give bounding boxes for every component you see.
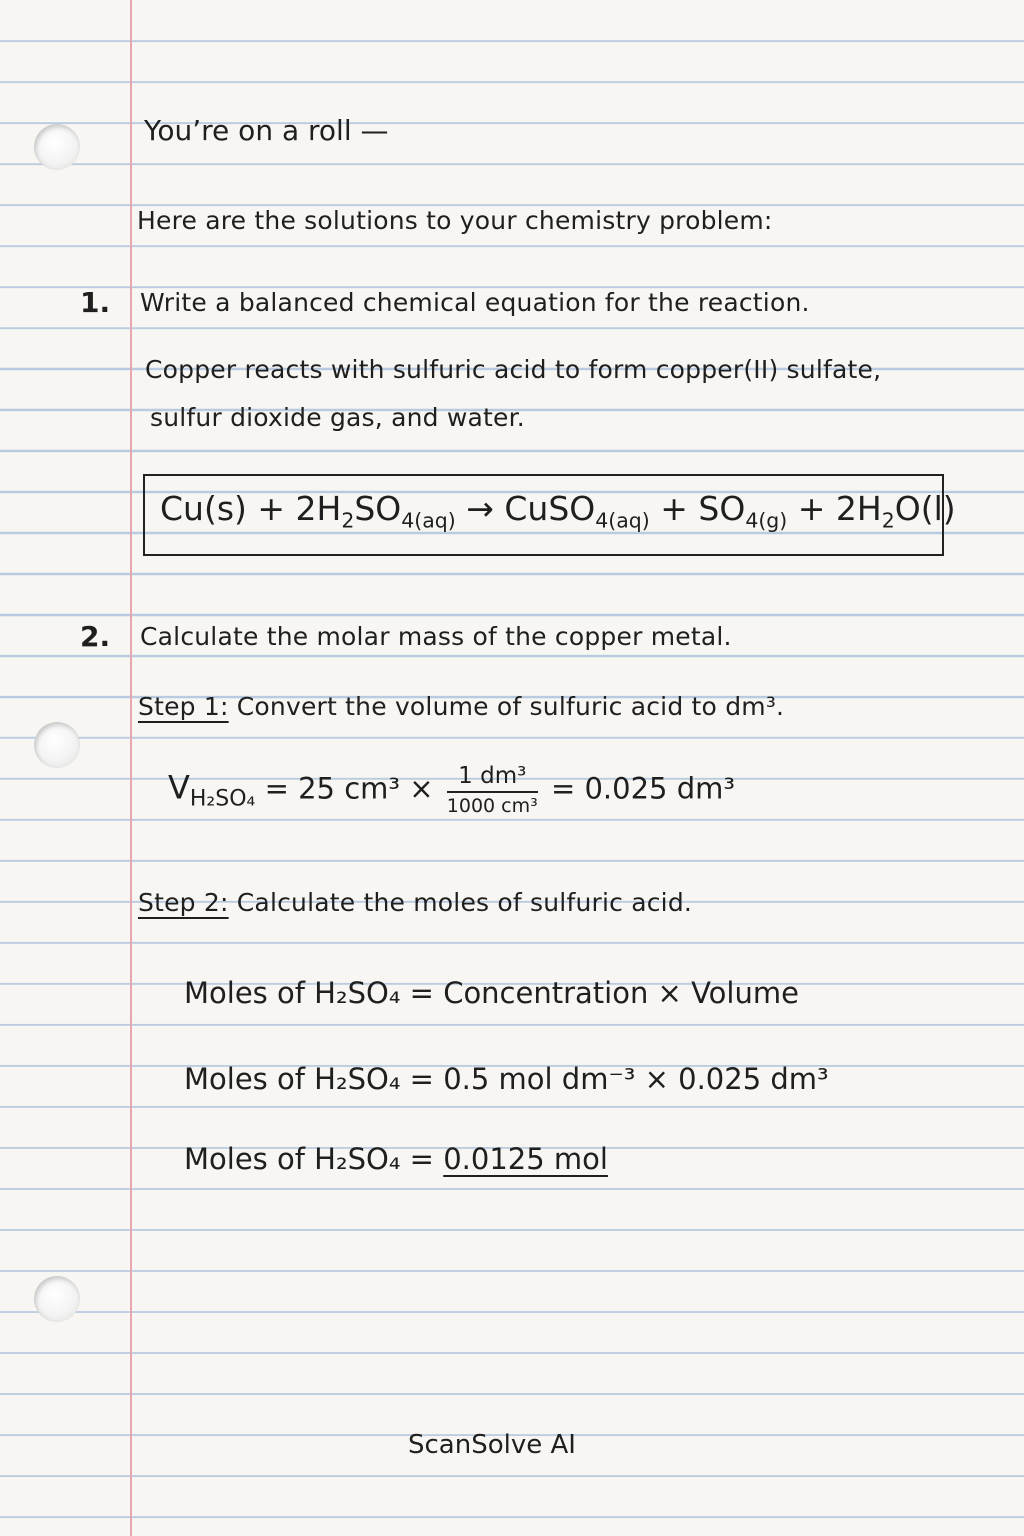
moles-line-1: Moles of H₂SO₄ = Concentration × Volume — [184, 976, 799, 1010]
step-text: Calculate the moles of sulfuric acid. — [236, 888, 693, 917]
step-2 — [138, 888, 692, 917]
punch-hole — [34, 124, 80, 170]
question-title: Write a balanced chemical equation for the reaction. — [140, 288, 810, 317]
question-title: Calculate the molar mass of the copper metal. — [140, 622, 732, 651]
question-number: 2. — [80, 620, 111, 653]
description-line: Copper reacts with sulfuric acid to form copper(II) sulfate, — [145, 355, 882, 384]
step-1 — [138, 692, 784, 721]
moles-result: 0.0125 mol — [443, 1142, 608, 1176]
footer-brand: ScanSolve AI — [408, 1430, 576, 1460]
description-line: sulfur dioxide gas, and water. — [150, 403, 525, 432]
lead-text: Here are the solutions to your chemistry problem: — [137, 206, 773, 235]
volume-conversion: $V_{H_2SO_4} = 25$ cm³ × $\frac{\text{1 dm³}}{\text{1000 cm³}}$ = 0.025 dm³ — [168, 762, 735, 819]
punch-hole — [34, 722, 80, 768]
step-text: Convert the volume of sulfuric acid to dm³. — [236, 692, 785, 721]
balanced-equation: $Cu(s) + 2H_2SO_{4(aq)}$ → CuSO$_{4(aq)}$ + $SO_{4(g)} + 2H_2O(l)$ — [160, 489, 956, 533]
moles-line-3: Moles of H₂SO₄ = 0.0125 mol — [184, 1142, 608, 1176]
question-number: 1. — [80, 286, 111, 319]
step-label: Step 1: — [138, 692, 229, 721]
moles-line-2: Moles of H₂SO₄ = 0.5 mol dm⁻³ × 0.025 dm³ — [184, 1062, 829, 1096]
margin-line — [130, 0, 132, 1536]
step-label: Step 2: — [138, 888, 229, 917]
unit-fraction: $\frac{\text{1 dm³}}{\text{1000 cm³}}$ — [446, 763, 538, 817]
intro-text: You’re on a roll — — [144, 114, 389, 147]
punch-hole — [34, 1276, 80, 1322]
